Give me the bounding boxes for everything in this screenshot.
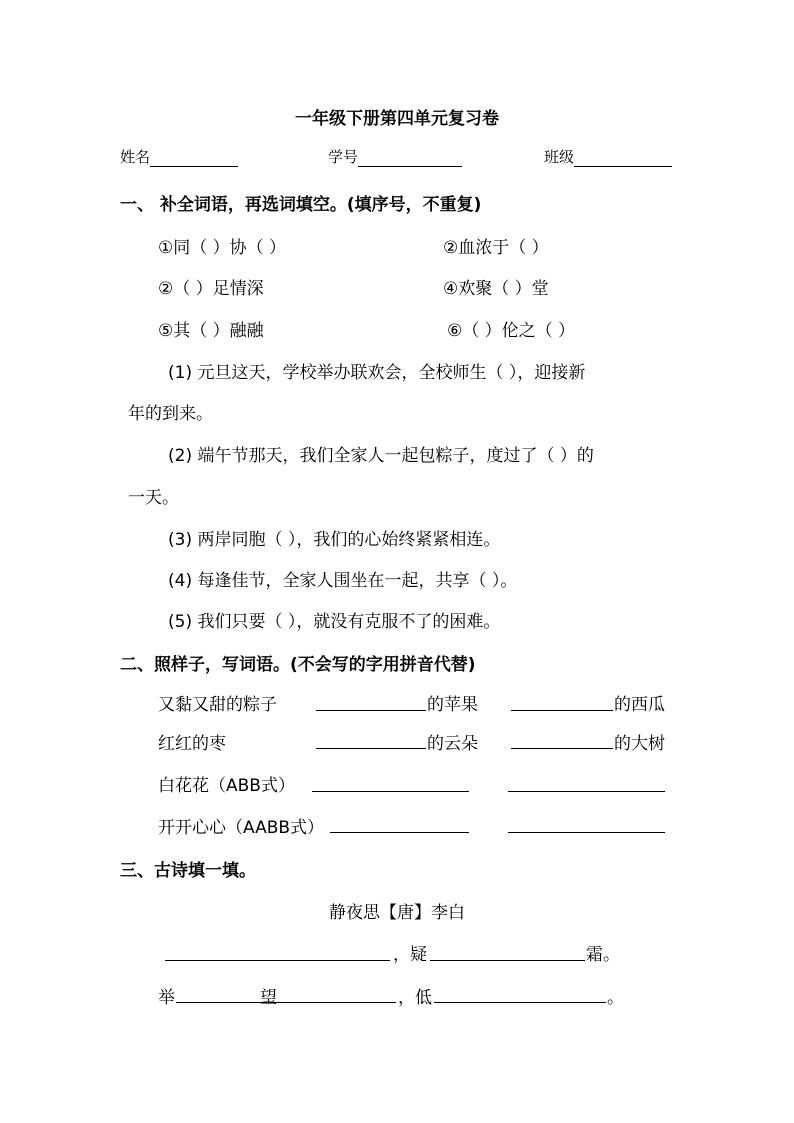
section1-heading: 一、 补全词语，再选词填空。(填序号，不重复) <box>120 195 482 215</box>
section2-heading: 二、照样子，写词语。(不会写的字用拼音代替) <box>120 655 476 675</box>
option-2: ②血浓于（ ） <box>443 238 549 258</box>
option-4: ④欢聚（ ）堂 <box>443 279 549 299</box>
poem-l2-end: 。 <box>607 988 624 1008</box>
suffix-r1-b: 的西瓜 <box>614 695 665 715</box>
poem-l2-start: 举 <box>158 988 175 1008</box>
question-5: (5) 我们只要（ ），就没有克服不了的困难。 <box>168 612 501 632</box>
blank-r1-a[interactable] <box>316 710 426 711</box>
example-1: 又黏又甜的粽子 <box>158 695 277 715</box>
question-1-line1: (1) 元旦这天，学校举办联欢会，全校师生（ ），迎接新 <box>168 363 586 383</box>
class-field[interactable] <box>544 146 672 167</box>
question-2-line2: 一天。 <box>128 488 179 508</box>
name-field[interactable] <box>120 146 238 167</box>
blank-r2-a[interactable] <box>316 748 426 749</box>
student-id-field[interactable] <box>328 146 462 167</box>
poem-blank-3[interactable] <box>176 1002 396 1003</box>
blank-r1-b[interactable] <box>511 710 613 711</box>
poem-l1-end: 霜。 <box>586 945 620 965</box>
poem-l1-comma: ，疑 <box>393 945 427 965</box>
blank-abb-2[interactable] <box>508 791 665 792</box>
option-1: ①同（ ）协（ ） <box>158 238 287 258</box>
abb-label: 白花花（ABB式） <box>158 776 295 796</box>
question-2-line1: (2) 端午节那天，我们全家人一起包粽子，度过了（ ）的 <box>168 446 594 466</box>
name-blank[interactable] <box>150 148 238 167</box>
poem-blank-2[interactable] <box>430 960 585 961</box>
question-4: (4) 每逢佳节，全家人围坐在一起，共享（ ）。 <box>168 571 518 591</box>
section3-heading: 三、古诗填一填。 <box>120 861 256 881</box>
student-id-blank[interactable] <box>358 148 462 167</box>
suffix-r2-b: 的大树 <box>614 734 665 754</box>
option-3: ②（ ）足情深 <box>158 279 264 299</box>
option-5: ⑤其（ ）融融 <box>158 321 264 341</box>
suffix-r1-a: 的苹果 <box>427 695 478 715</box>
class-blank[interactable] <box>574 148 672 167</box>
question-3: (3) 两岸同胞（ ），我们的心始终紧紧相连。 <box>168 530 501 550</box>
blank-abb-1[interactable] <box>312 791 469 792</box>
poem-l2-mid: 望 <box>260 988 277 1008</box>
poem-blank-1[interactable] <box>165 960 390 961</box>
page-title: 一年级下册第四单元复习卷 <box>295 109 499 129</box>
poem-title: 静夜思【唐】李白 <box>329 903 465 923</box>
example-2: 红红的枣 <box>158 734 226 754</box>
question-1-line2: 年的到来。 <box>128 404 213 424</box>
name-label: 姓名 <box>120 148 151 166</box>
suffix-r2-a: 的云朵 <box>427 734 478 754</box>
aabb-label: 开开心心（AABB式） <box>158 818 325 838</box>
blank-aabb-1[interactable] <box>330 832 469 833</box>
option-6: ⑥（ ）伦之（ ） <box>447 321 576 341</box>
blank-r2-b[interactable] <box>511 748 613 749</box>
poem-blank-4[interactable] <box>434 1002 606 1003</box>
class-label: 班级 <box>544 148 575 166</box>
poem-l2-comma: ，低 <box>398 988 432 1008</box>
student-id-label: 学号 <box>328 148 359 166</box>
blank-aabb-2[interactable] <box>508 832 665 833</box>
